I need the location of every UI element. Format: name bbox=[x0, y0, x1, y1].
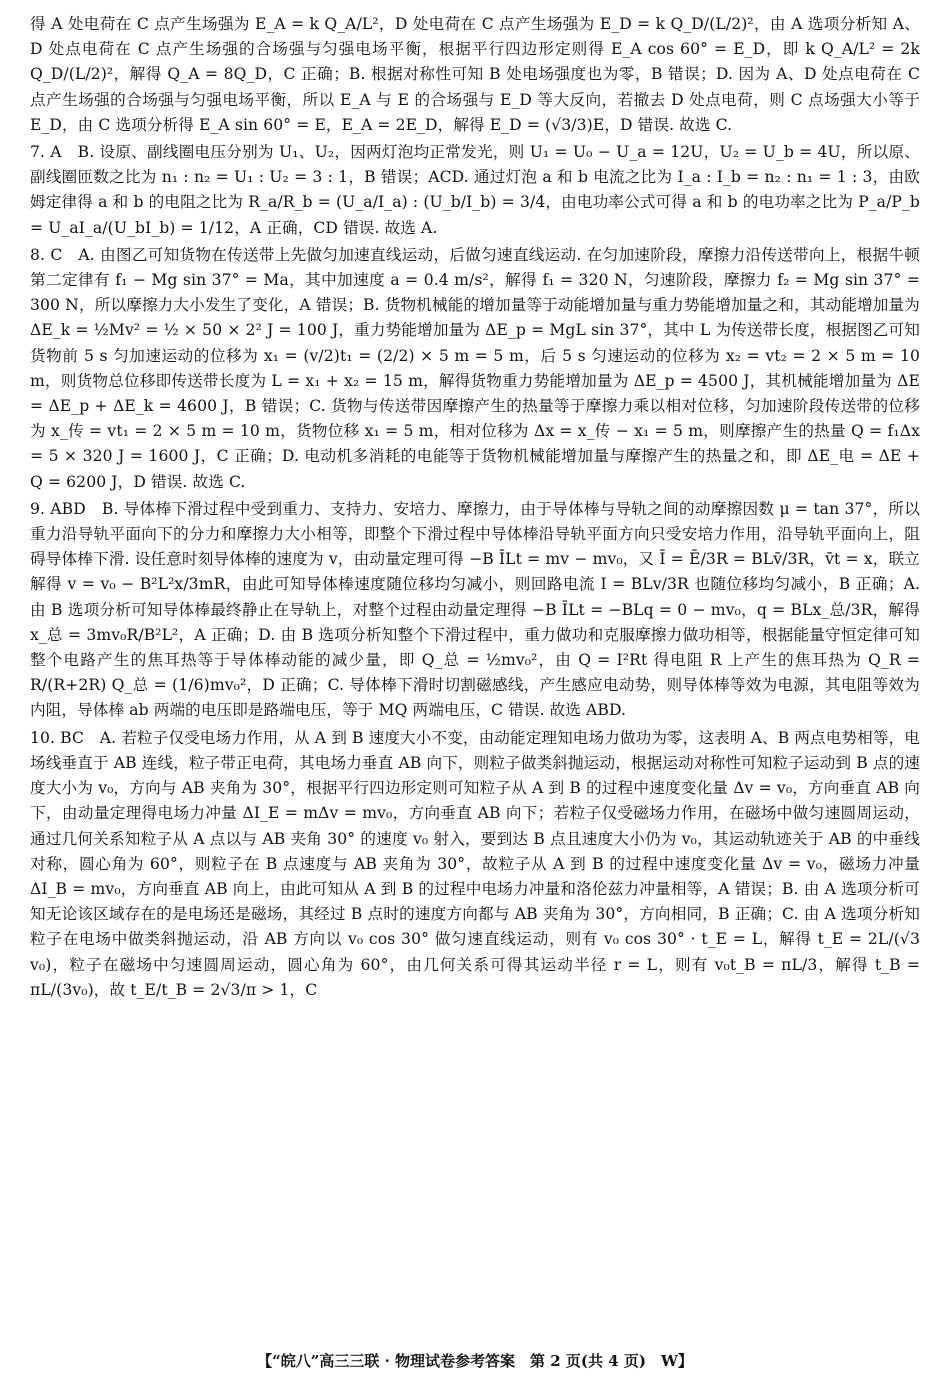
solution-continuation-q6: 得 A 处电荷在 C 点产生场强为 E_A = k Q_A/L²，D 处电荷在 C 点产生场强为 E_D = k Q_D/(L/2)²，由 A 选项分析知 A、D 处点电荷在 C 点产生场强的合场强与匀强电场平衡，根据平行四边形定则得 E_A cos 60° = E_D，即 k Q_A/L² = 2k Q_D/(L/2)²，解得 Q_A = 8Q_D，C 正确；B. 根据对称性可知 B 处电场强度也为零，B 错误；D. 因为 A、D 处点电荷在 C 点产生场强的合场强与匀强电场平衡，所以 E_A 与 E 的合场强与 E_D 等大反向，若撤去 D 处点电荷，则 C 点场强大小等于 E_D，由 C 选项分析得 E_A sin 60° = E，E_A = 2E_D，解得 E_D = (√3/3)E，D 错误. 故选 C. bbox=[30, 15, 920, 134]
solution-text bbox=[30, 12, 920, 1003]
solution-q9: 9. ABD B. 导体棒下滑过程中受到重力、支持力、安培力、摩擦力，由于导体棒与导轨之间的动摩擦因数 μ = tan 37°，所以重力沿导轨平面向下的分力和摩擦力大小相等，即整个下滑过程中导体棒沿导轨平面方向只受安培力作用，沿导轨平面向上，阻碍导体棒下滑. 设任意时刻导体棒的速度为 v，由动量定理可得 −B ĪLt = mv − mv₀，又 Ī = Ē/3R = BLv̄/3R，v̄t = x，联立解得 v = v₀ − B²L²x/3mR，由此可知导体棒速度随位移均匀减小，则回路电流 I = BLv/3R 也随位移均匀减小，B 正确；A. 由 B 选项分析可知导体棒最终静止在导轨上，对整个过程由动量定理得 −B ĪLt = −BLq = 0 − mv₀，q = BLx_总/3R，解得 x_总 = 3mv₀R/B²L²，A 正确；D. 由 B 选项分析知整个下滑过程中，重力做功和克服摩擦力做功相等，根据能量守恒定律可知整个电路产生的焦耳热等于导体棒动能的减少量，即 Q_总 = ½mv₀²，由 Q = I²Rt 得电阻 R 上产生的焦耳热为 Q_R = R/(R+2R) Q_总 = (1/6)mv₀²，D 正确；C. 导体棒下滑时切割磁感线，产生感应电动势，则导体棒等效为电源，其电阻等效为内阻，导体棒 ab 两端的电压即是路端电压，等于 MQ 两端电压，C 错误. 故选 ABD. bbox=[30, 499, 920, 720]
solution-q10: 10. BC A. 若粒子仅受电场力作用，从 A 到 B 速度大小不变，由动能定理知电场力做功为零，这表明 A、B 两点电势相等，电场线垂直于 AB 连线，粒子带正电荷，其电场力垂直 AB 向下，则粒子做类斜抛运动，根据运动对称性可知粒子运动到 B 点的速度大小为 v₀，方向与 AB 夹角为 30°，根据平行四边形定则可知粒子从 A 到 B 的过程中速度变化量 Δv = v₀，方向垂直 AB 向下，由动量定理得电场力冲量 ΔI_E = mΔv = mv₀，方向垂直 AB 向下；若粒子仅受磁场力作用，在磁场中做匀速圆周运动，通过几何关系知粒子从 A 点以与 AB 夹角 30° 的速度 v₀ 射入，要到达 B 点且速度大小仍为 v₀，其运动轨迹关于 AB 的中垂线对称，圆心角为 60°，则粒子在 B 点速度与 AB 夹角为 30°，故粒子从 A 到 B 的过程中速度变化量 Δv = v₀，磁场力冲量 ΔI_B = mv₀，方向垂直 AB 向上，由此可知从 A 到 B 的过程中电场力冲量和洛伦兹力冲量相等，A 错误；B. 由 A 选项分析可知无论该区域存在的是电场还是磁场，其经过 B 点时的速度方向都与 AB 夹角为 30°，方向相同，B 正确；C. 由 A 选项分析知粒子在电场中做类斜抛运动，沿 AB 方向以 v₀ cos 30° 做匀速直线运动，则有 v₀ cos 30° · t_E = L，解得 t_E = 2L/(√3 v₀)，粒子在磁场中匀速圆周运动，圆心角为 60°，由几何关系可得其运动半径 r = L，则有 v₀t_B = πL/3，解得 t_B = πL/(3v₀)，故 t_E/t_B = 2√3/π > 1，C bbox=[30, 728, 920, 999]
solution-q8: 8. C A. 由图乙可知货物在传送带上先做匀加速直线运动，后做匀速直线运动. 在匀加速阶段，摩擦力沿传送带向上，根据牛顿第二定律有 f₁ − Mg sin 37° = Ma，其中加速度 a = 0.4 m/s²，解得 f₁ = 320 N，匀速阶段，摩擦力 f₂ = Mg sin 37° = 300 N，所以摩擦力大小发生了变化，A 错误；B. 货物机械能的增加量等于动能增加量与重力势能增加量之和，其动能增加量为 ΔE_k = ½Mv² = ½ × 50 × 2² J = 100 J，重力势能增加量为 ΔE_p = MgL sin 37°，其中 L 为传送带长度，根据图乙可知货物前 5 s 匀加速运动的位移为 x₁ = (v/2)t₁ = (2/2) × 5 m = 5 m，后 5 s 匀速运动的位移为 x₂ = vt₂ = 2 × 5 m = 10 m，则货物总位移即传送带长度为 L = x₁ + x₂ = 15 m，解得货物重力势能增加量为 ΔE_p = 4500 J，其机械能增加量为 ΔE = ΔE_p + ΔE_k = 4600 J，B 错误；C. 货物与传送带因摩擦产生的热量等于摩擦力乘以相对位移，匀加速阶段传送带的位移为 x_传 = vt₁ = 2 × 5 m = 10 m，货物位移 x₁ = 5 m，相对位移为 Δx = x_传 − x₁ = 5 m，则摩擦产生的热量 Q = f₁Δx = 5 × 320 J = 1600 J，C 正确；D. 电动机多消耗的电能等于货物机械能增加量与摩擦产生的热量之和，即 ΔE_电 = ΔE + Q = 6200 J，D 错误. 故选 C. bbox=[30, 245, 920, 491]
page-footer: 【“皖八”高三三联 · 物理试卷参考答案 第 2 页(共 4 页) W】 bbox=[257, 1352, 693, 1370]
solution-q7: 7. A B. 设原、副线圈电压分别为 U₁、U₂，因两灯泡均正常发光，则 U₁ = U₀ − U_a = 12U，U₂ = U_b = 4U，所以原、副线圈匝数之比为 n₁ : n₂ = U₁ : U₂ = 3 : 1，B 错误；ACD. 通过灯泡 a 和 b 电流之比为 I_a : I_b = n₂ : n₁ = 1 : 3，由欧姆定律得 a 和 b 的电阻之比为 R_a/R_b = (U_a/I_a) : (U_b/I_b) = 3/4，由电功率公式可得 a 和 b 的电功率之比为 P_a/P_b = U_aI_a/(U_bI_b) = 1/12，A 正确，CD 错误. 故选 A. bbox=[30, 143, 920, 237]
